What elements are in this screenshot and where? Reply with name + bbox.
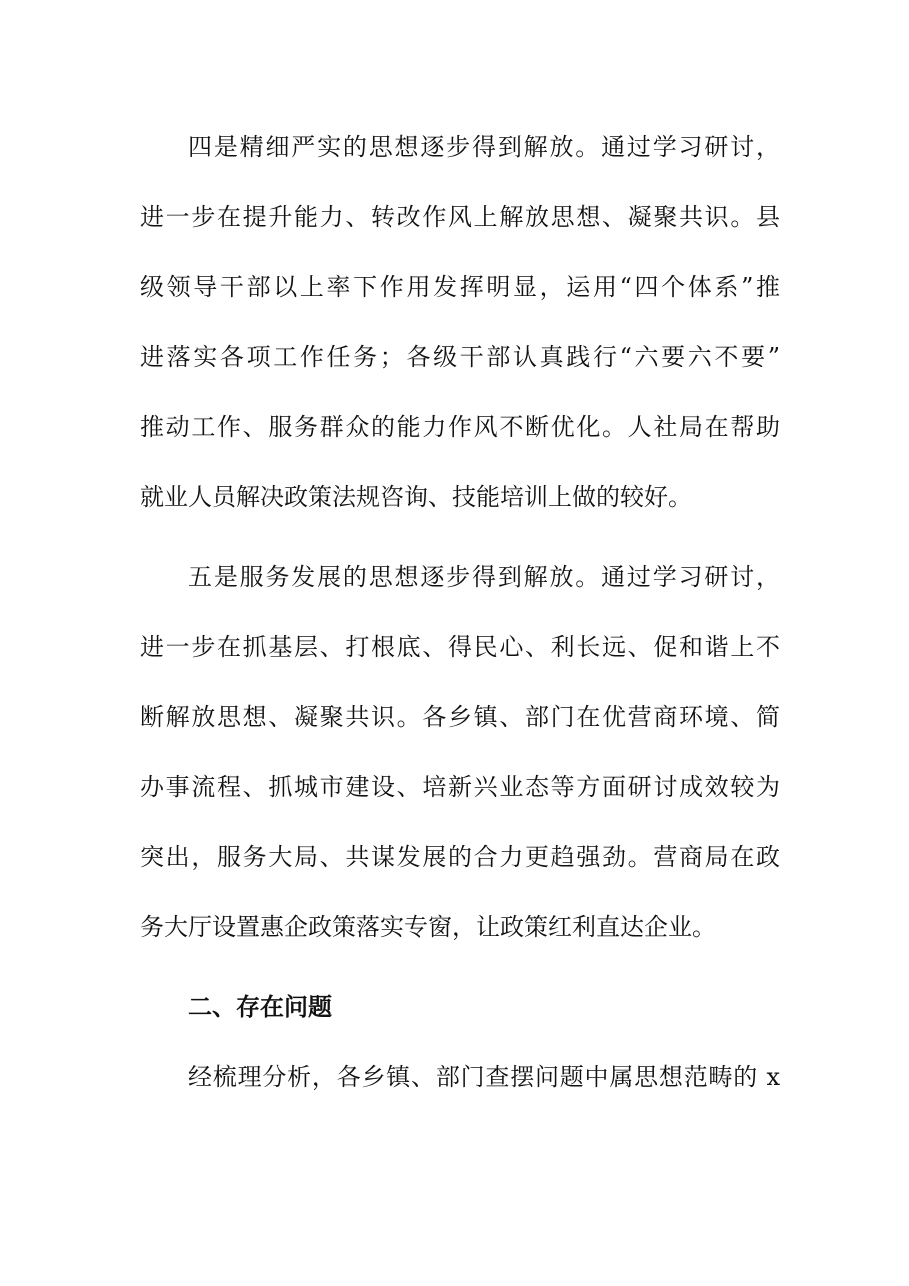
paragraph-5-line-1: 五是服务发展的思想逐步得到解放。通过学习研讨， [188, 563, 780, 591]
paragraph-5-line-4: 办事流程、抓城市建设、培新兴业态等方面研讨成效较为 [140, 773, 780, 801]
paragraph-5-line-6: 务大厅设置惠企政策落实专窗，让政策红利直达企业。 [140, 913, 716, 941]
paragraph-4-line-5: 推动工作、服务群众的能力作风不断优化。人社局在帮助 [140, 413, 780, 441]
paragraph-4-line-3: 级领导干部以上率下作用发挥明显，运用“四个体系”推 [140, 273, 780, 301]
paragraph-4-line-4: 进落实各项工作任务；各级干部认真践行“六要六不要” [140, 343, 780, 371]
paragraph-5-line-3: 断解放思想、凝聚共识。各乡镇、部门在优营商环境、简 [140, 703, 780, 731]
paragraph-6-line-1: 经梳理分析，各乡镇、部门查摆问题中属思想范畴的 x [188, 1063, 780, 1091]
paragraph-4-line-2: 进一步在提升能力、转改作风上解放思想、凝聚共识。县 [140, 203, 780, 231]
section-heading: 二、存在问题 [188, 993, 332, 1021]
paragraph-4-line-1: 四是精细严实的思想逐步得到解放。通过学习研讨， [188, 133, 780, 161]
paragraph-5-line-5: 突出，服务大局、共谋发展的合力更趋强劲。营商局在政 [140, 843, 780, 871]
paragraph-5-line-2: 进一步在抓基层、打根底、得民心、利长远、促和谐上不 [140, 633, 780, 661]
paragraph-4-line-6: 就业人员解决政策法规咨询、技能培训上做的较好。 [140, 483, 692, 511]
